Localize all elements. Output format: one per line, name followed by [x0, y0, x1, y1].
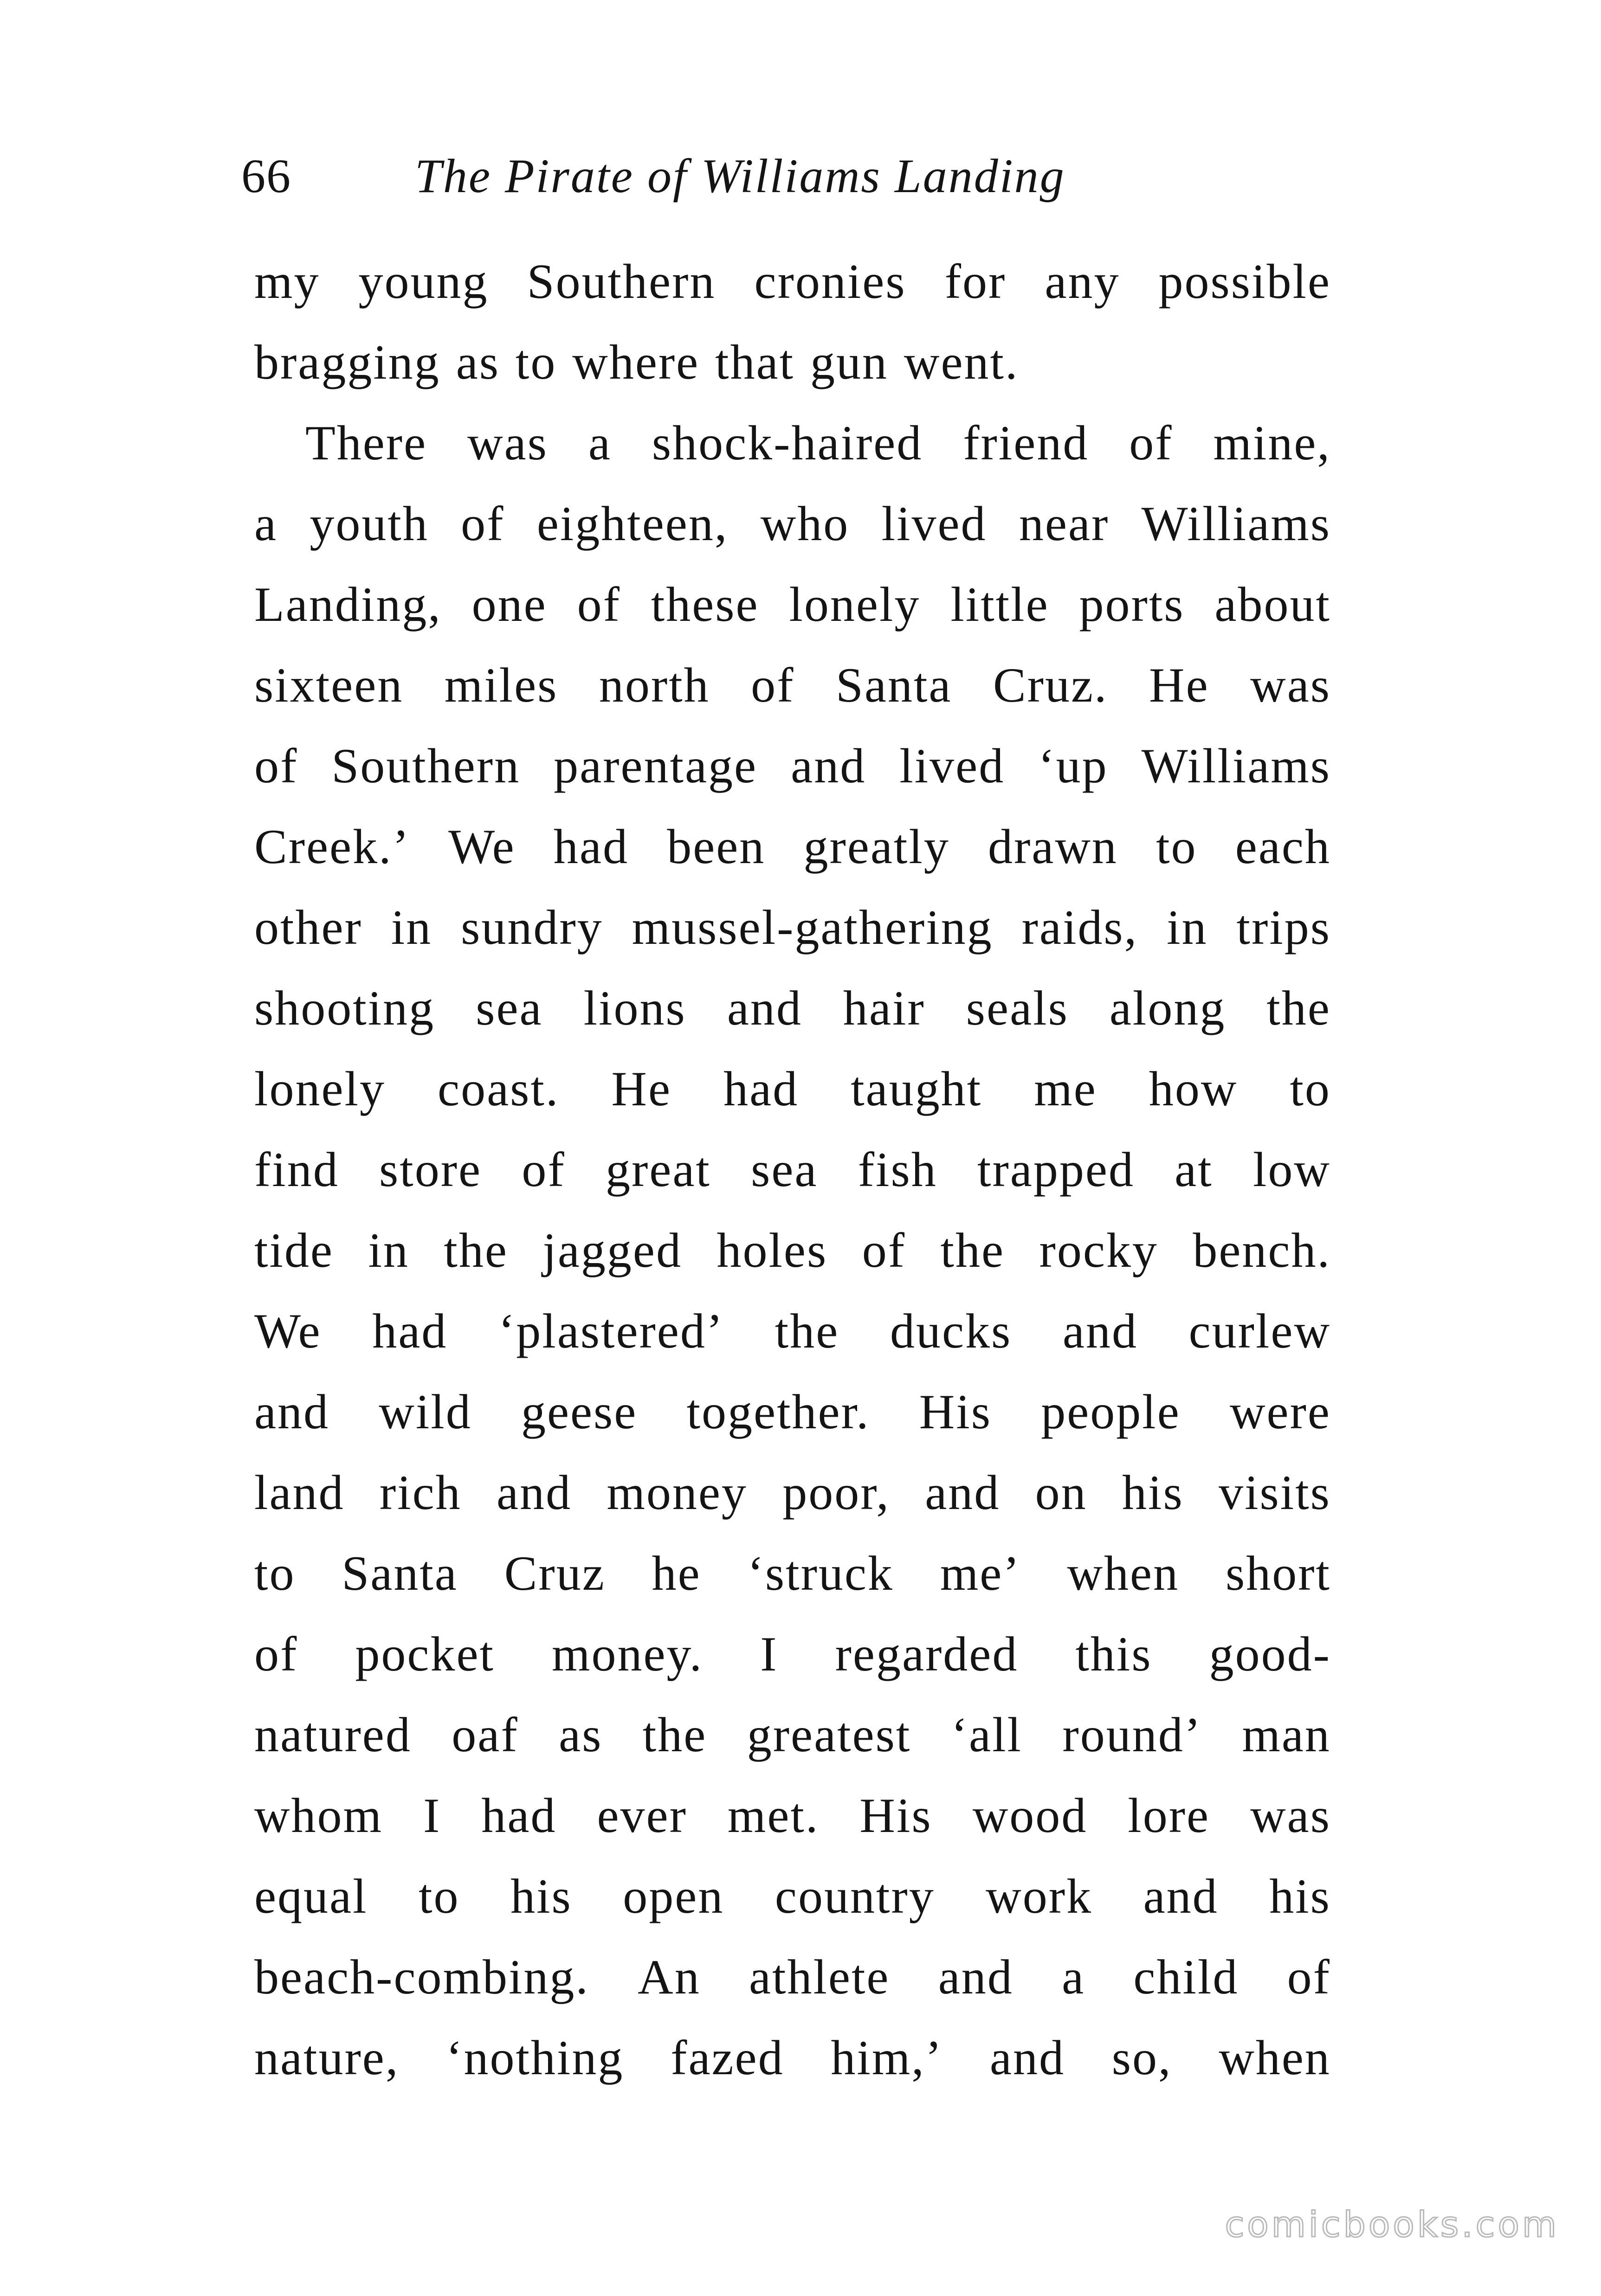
word: taught	[851, 1062, 982, 1116]
word: He	[1149, 658, 1209, 712]
word: in	[1167, 900, 1208, 955]
word: where	[572, 335, 700, 389]
text-line	[254, 1049, 1331, 1129]
word: tide	[254, 1223, 334, 1277]
body-text	[254, 241, 1331, 2098]
word: great	[605, 1142, 711, 1197]
running-head	[241, 142, 1309, 211]
word: lived	[881, 497, 987, 551]
text-line	[254, 241, 1331, 322]
word: sixteen	[254, 658, 404, 712]
word: Landing,	[254, 577, 442, 632]
word: greatly	[803, 819, 950, 874]
word: and	[1062, 1304, 1138, 1358]
word: Williams	[1141, 739, 1331, 793]
word: eighteen,	[536, 497, 729, 551]
word: was	[1250, 658, 1331, 712]
word: me’	[940, 1546, 1021, 1600]
word: Southern	[331, 739, 521, 793]
word: regarded	[835, 1627, 1019, 1681]
word: rich	[379, 1465, 462, 1520]
word: wood	[972, 1788, 1088, 1843]
word: Southern	[527, 254, 716, 309]
word: Cruz	[504, 1546, 606, 1600]
word: and	[938, 1950, 1014, 2004]
word: coast.	[438, 1062, 560, 1116]
word: beach-combing.	[254, 1950, 589, 2004]
text-line	[254, 403, 1331, 484]
word: was	[1250, 1788, 1331, 1843]
word: had	[372, 1304, 448, 1358]
word: and	[925, 1465, 1001, 1520]
word: of	[862, 1223, 906, 1277]
word: and	[791, 739, 866, 793]
word: to	[1156, 819, 1197, 874]
word: a	[588, 416, 612, 470]
text-line	[254, 1937, 1331, 2018]
word: ‘plastered’	[498, 1304, 724, 1358]
word: cronies	[754, 254, 906, 309]
word: of	[577, 577, 621, 632]
word: who	[760, 497, 850, 551]
word: when	[1067, 1546, 1180, 1600]
word: There	[305, 416, 427, 470]
word: in	[368, 1223, 409, 1277]
word: that	[715, 335, 795, 389]
word: had	[553, 819, 629, 874]
word: man	[1242, 1708, 1331, 1762]
word: work	[986, 1869, 1093, 1923]
word: his	[510, 1869, 572, 1923]
word: fish	[858, 1142, 937, 1197]
word: greatest	[747, 1708, 911, 1762]
word: had	[723, 1062, 799, 1116]
word: one	[471, 577, 547, 632]
word: of	[254, 1627, 298, 1681]
word: and	[1143, 1869, 1219, 1923]
word: this	[1075, 1627, 1152, 1681]
word: parentage	[554, 739, 758, 793]
text-line	[254, 484, 1331, 564]
word: so,	[1111, 2031, 1172, 2085]
word: of	[1129, 416, 1173, 470]
word: His	[919, 1385, 992, 1439]
word: His	[859, 1788, 932, 1843]
text-line	[254, 806, 1331, 887]
word: land	[254, 1465, 345, 1520]
word: curlew	[1188, 1304, 1331, 1358]
word: of	[751, 658, 795, 712]
word: been	[667, 819, 766, 874]
word: little	[950, 577, 1049, 632]
word: store	[379, 1142, 482, 1197]
word: to	[419, 1869, 460, 1923]
text-line	[254, 1775, 1331, 1856]
word: possible	[1158, 254, 1331, 309]
text-line	[254, 968, 1331, 1049]
word: lonely	[254, 1062, 386, 1116]
word: he	[652, 1546, 701, 1600]
word: and	[254, 1385, 330, 1439]
word: shock-haired	[652, 416, 923, 470]
word: Santa	[342, 1546, 458, 1600]
word: visits	[1219, 1465, 1331, 1520]
word: We	[448, 819, 516, 874]
text-line	[254, 1856, 1331, 1937]
word: of	[1287, 1950, 1331, 2004]
word: how	[1149, 1062, 1238, 1116]
word: of	[254, 739, 298, 793]
word: sea	[476, 981, 543, 1035]
word: the	[940, 1223, 1005, 1277]
word: low	[1252, 1142, 1331, 1197]
word: any	[1045, 254, 1120, 309]
word: went.	[904, 335, 1019, 389]
word: ‘struck	[747, 1546, 894, 1600]
text-line	[254, 1129, 1331, 1210]
text-line	[254, 645, 1331, 726]
word: for	[944, 254, 1007, 309]
word: lonely	[789, 577, 921, 632]
word: miles	[444, 658, 558, 712]
word: money	[607, 1465, 748, 1520]
word: equal	[254, 1869, 368, 1923]
word: poor,	[782, 1465, 890, 1520]
word: lore	[1128, 1788, 1210, 1843]
word: these	[651, 577, 759, 632]
word: and	[497, 1465, 572, 1520]
word: Williams	[1141, 497, 1331, 551]
word: bench.	[1193, 1223, 1331, 1277]
word: money.	[552, 1627, 704, 1681]
word: the	[642, 1708, 707, 1762]
word: to	[254, 1546, 296, 1600]
word: natured	[254, 1708, 412, 1762]
word: raids,	[1021, 900, 1138, 955]
word: ducks	[890, 1304, 1012, 1358]
word: fazed	[671, 2031, 784, 2085]
word: ‘nothing	[446, 2031, 624, 2085]
word: a	[254, 497, 278, 551]
word: bragging	[254, 335, 440, 389]
text-line	[254, 1695, 1331, 1775]
word: ‘up	[1038, 739, 1108, 793]
text-line	[254, 564, 1331, 645]
word: ‘all	[951, 1708, 1022, 1762]
word: had	[481, 1788, 557, 1843]
word: and	[727, 981, 802, 1035]
word: Creek.’	[254, 819, 410, 874]
text-line	[254, 726, 1331, 806]
word: ever	[597, 1788, 687, 1843]
word: other	[254, 900, 362, 955]
word: his	[1122, 1465, 1184, 1520]
word: hair	[843, 981, 925, 1035]
word: people	[1041, 1385, 1181, 1439]
word: mine,	[1213, 416, 1331, 470]
word: shooting	[254, 981, 435, 1035]
word: holes	[717, 1223, 828, 1277]
text-line	[254, 1291, 1331, 1372]
word: was	[467, 416, 548, 470]
word: the	[775, 1304, 839, 1358]
word: rocky	[1039, 1223, 1158, 1277]
word: open	[623, 1869, 724, 1923]
word: ports	[1079, 577, 1185, 632]
word: geese	[521, 1385, 638, 1439]
word: a	[1062, 1950, 1085, 2004]
text-line	[254, 1533, 1331, 1614]
text-line	[254, 1452, 1331, 1533]
word: friend	[963, 416, 1089, 470]
word: lived	[899, 739, 1005, 793]
word: Cruz.	[993, 658, 1108, 712]
word: child	[1133, 1950, 1239, 2004]
word: his	[1269, 1869, 1331, 1923]
word: as	[456, 335, 500, 389]
word: along	[1109, 981, 1226, 1035]
word: nature,	[254, 2031, 400, 2085]
word: trips	[1236, 900, 1331, 955]
text-line	[254, 2018, 1331, 2098]
word: north	[599, 658, 710, 712]
word: lions	[583, 981, 686, 1035]
word: gun	[810, 335, 888, 389]
word: sundry	[461, 900, 603, 955]
word: I	[760, 1627, 778, 1681]
word: wild	[379, 1385, 472, 1439]
word: sea	[751, 1142, 818, 1197]
word: oaf	[452, 1708, 519, 1762]
word: to	[515, 335, 557, 389]
word: young	[358, 254, 489, 309]
word: when	[1219, 2031, 1331, 2085]
word: round’	[1062, 1708, 1202, 1762]
text-line	[254, 1210, 1331, 1291]
text-line	[254, 887, 1331, 968]
word: and	[989, 2031, 1065, 2085]
running-title: The Pirate of Williams Landing	[415, 149, 1065, 203]
word: jagged	[542, 1223, 682, 1277]
word: each	[1235, 819, 1331, 874]
word: I	[423, 1788, 441, 1843]
word: in	[391, 900, 433, 955]
word: him,’	[831, 2031, 943, 2085]
word: seals	[966, 981, 1069, 1035]
word: me	[1034, 1062, 1097, 1116]
text-line	[254, 322, 1331, 403]
word: together.	[686, 1385, 870, 1439]
word: about	[1214, 577, 1331, 632]
word: the	[1266, 981, 1331, 1035]
word: were	[1230, 1385, 1331, 1439]
word: An	[638, 1950, 701, 2004]
word: at	[1175, 1142, 1213, 1197]
word: near	[1019, 497, 1110, 551]
word: We	[254, 1304, 322, 1358]
word: met.	[727, 1788, 820, 1843]
watermark: comicbooks.com	[1225, 2204, 1559, 2245]
word: my	[254, 254, 320, 309]
word: youth	[310, 497, 429, 551]
word: the	[444, 1223, 508, 1277]
word: good-	[1209, 1627, 1331, 1681]
word: mussel-gathering	[632, 900, 993, 955]
page-number: 66	[241, 149, 291, 203]
word: as	[559, 1708, 603, 1762]
word: whom	[254, 1788, 383, 1843]
word: country	[775, 1869, 935, 1923]
word: of	[522, 1142, 566, 1197]
word: to	[1290, 1062, 1331, 1116]
word: of	[461, 497, 505, 551]
word: He	[611, 1062, 672, 1116]
word: Santa	[835, 658, 952, 712]
text-line	[254, 1372, 1331, 1452]
text-line	[254, 1614, 1331, 1695]
word: trapped	[977, 1142, 1135, 1197]
word: drawn	[988, 819, 1118, 874]
word: athlete	[749, 1950, 890, 2004]
word: on	[1035, 1465, 1087, 1520]
word: short	[1225, 1546, 1331, 1600]
word: find	[254, 1142, 339, 1197]
word: pocket	[355, 1627, 495, 1681]
